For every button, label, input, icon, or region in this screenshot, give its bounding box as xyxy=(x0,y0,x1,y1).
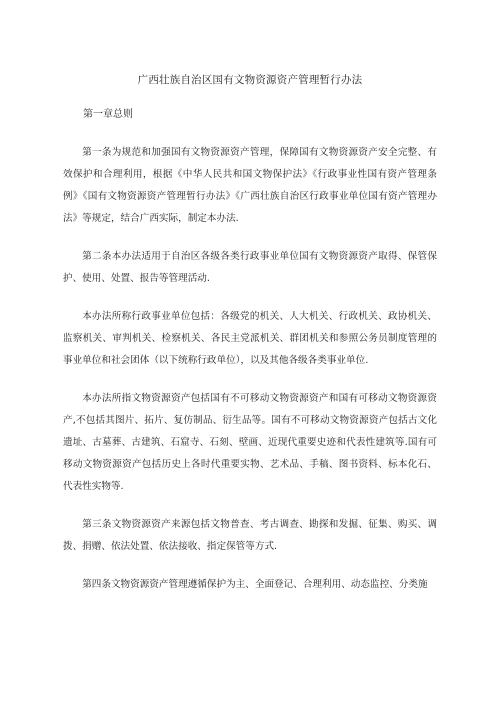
paragraph-cultural-relic-assets-definition: 本办法所指文物资源资产包括国有不可移动文物资源资产和国有可移动文物资源资产,不包括其图片、拓片、复仿制品、衍生品等。国有不可移动文物资源资产包括古文化遗址、古墓葬、古建筑、石窟寺、石刻、壁画、近现代重要史迹和代表性建筑等.国有可移动文物资源资产包括历史上各时代重要实物、艺术品、手稿、图书资料、标本化石、代表性实物等. xyxy=(63,393,437,492)
paragraph-admin-units-definition: 本办法所称行政事业单位包括：各级党的机关、人大机关、行政机关、政协机关、监察机关、审判机关、检察机关、各民主党派机关、群团机关和参照公务员制度管理的事业单位和社会团体（以下统称行政单位），以及其他各级各类事业单位. xyxy=(63,311,437,366)
document-page xyxy=(63,72,437,612)
paragraph-article-3: 第三条文物资源资产来源包括文物普查、考古调查、勘探和发掘、征集、购买、调拨、捐赠、依法处置、依法接收、指定保管等方式. xyxy=(63,519,437,552)
chapter-heading: 第一章总则 xyxy=(83,109,133,120)
document-title: 广西壮族自治区国有文物资源资产管理暂行办法 xyxy=(137,74,363,86)
paragraph-article-2: 第二条本办法适用于自治区各级各类行政事业单位国有文物资源资产取得、保管保护、使用、处置、报告等管理活动. xyxy=(63,251,437,284)
paragraph-article-4: 第四条文物资源资产管理遵循保护为主、全面登记、合理利用、动态监控、分类施 xyxy=(82,579,428,590)
paragraph-article-1: 第一条为规范和加强国有文物资源资产管理，保障国有文物资源资产安全完整、有效保护和合理利用，根据《中华人民共和国文物保护法》《行政事业性国有资产管理条例》《国有文物资源资产管理暂行办法》《广西壮族自治区行政事业单位国有资产管理办法》等规定，结合广西实际，制定本办法. xyxy=(63,147,437,224)
